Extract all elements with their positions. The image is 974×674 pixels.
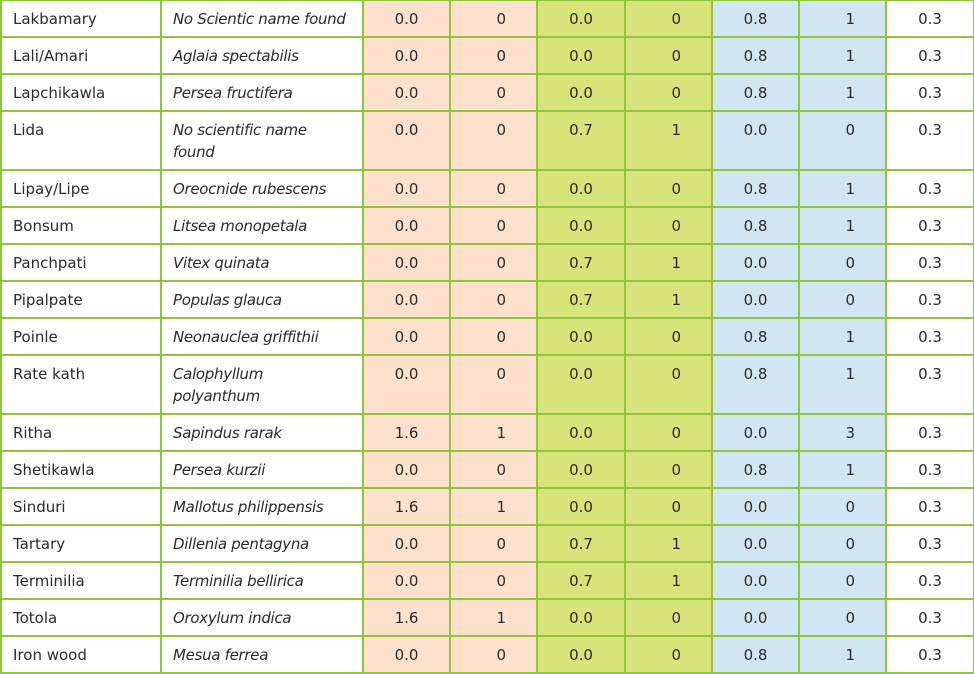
scientific-name-cell: Litsea monopetala	[161, 207, 363, 244]
group-b-count-cell: 0	[625, 37, 712, 74]
group-c-value-cell: 0.8	[712, 170, 799, 207]
group-a-value-cell: 0.0	[363, 207, 450, 244]
group-c-count-cell: 1	[799, 74, 886, 111]
group-c-value-cell: 0.0	[712, 414, 799, 451]
scientific-name-cell: Populas glauca	[161, 281, 363, 318]
group-b-count-cell: 0	[625, 599, 712, 636]
group-a-value-cell: 0.0	[363, 562, 450, 599]
scientific-name-cell: Mesua ferrea	[161, 636, 363, 673]
scientific-name-cell: Oroxylum indica	[161, 599, 363, 636]
group-b-value-cell: 0.0	[537, 170, 625, 207]
group-d-value-cell: 0.3	[886, 74, 974, 111]
group-a-value-cell: 0.0	[363, 525, 450, 562]
scientific-name-cell: Mallotus philippensis	[161, 488, 363, 525]
local-name-cell: Iron wood	[1, 636, 161, 673]
scientific-name-cell: Vitex quinata	[161, 244, 363, 281]
group-b-value-cell: 0.0	[537, 599, 625, 636]
group-b-value-cell: 0.0	[537, 207, 625, 244]
scientific-name-cell: Oreocnide rubescens	[161, 170, 363, 207]
scientific-name-cell: No scientific name found	[161, 111, 363, 170]
group-a-count-cell: 0	[450, 281, 537, 318]
table-row	[1, 451, 974, 488]
group-a-count-cell: 0	[450, 355, 537, 414]
group-b-value-cell: 0.0	[537, 318, 625, 355]
group-a-count-cell: 0	[450, 318, 537, 355]
group-c-value-cell: 0.0	[712, 111, 799, 170]
group-c-count-cell: 0	[799, 599, 886, 636]
group-a-value-cell: 0.0	[363, 74, 450, 111]
group-b-count-cell: 0	[625, 318, 712, 355]
group-c-value-cell: 0.8	[712, 0, 799, 37]
group-a-count-cell: 0	[450, 525, 537, 562]
group-b-count-cell: 1	[625, 111, 712, 170]
group-b-value-cell: 0.7	[537, 525, 625, 562]
group-c-value-cell: 0.8	[712, 207, 799, 244]
table-row	[1, 170, 974, 207]
table-row	[1, 207, 974, 244]
local-name-cell: Ritha	[1, 414, 161, 451]
group-a-count-cell: 0	[450, 0, 537, 37]
table-row	[1, 281, 974, 318]
group-a-value-cell: 0.0	[363, 355, 450, 414]
group-b-count-cell: 1	[625, 525, 712, 562]
group-c-count-cell: 1	[799, 636, 886, 673]
table-row	[1, 636, 974, 673]
group-a-value-cell: 0.0	[363, 451, 450, 488]
local-name-cell: Lali/Amari	[1, 37, 161, 74]
group-c-count-cell: 1	[799, 37, 886, 74]
local-name-cell: Terminilia	[1, 562, 161, 599]
group-c-value-cell: 0.8	[712, 636, 799, 673]
group-b-value-cell: 0.7	[537, 244, 625, 281]
local-name-cell: Panchpati	[1, 244, 161, 281]
group-d-value-cell: 0.3	[886, 636, 974, 673]
group-c-count-cell: 3	[799, 414, 886, 451]
local-name-cell: Totola	[1, 599, 161, 636]
group-a-value-cell: 1.6	[363, 488, 450, 525]
group-c-value-cell: 0.8	[712, 451, 799, 488]
table-row	[1, 74, 974, 111]
table-row	[1, 525, 974, 562]
group-d-value-cell: 0.3	[886, 111, 974, 170]
group-d-value-cell: 0.3	[886, 170, 974, 207]
group-b-value-cell: 0.7	[537, 562, 625, 599]
local-name-cell: Lakbamary	[1, 0, 161, 37]
group-d-value-cell: 0.3	[886, 525, 974, 562]
local-name-cell: Bonsum	[1, 207, 161, 244]
group-b-count-cell: 0	[625, 170, 712, 207]
group-a-value-cell: 0.0	[363, 170, 450, 207]
group-b-count-cell: 1	[625, 281, 712, 318]
group-c-value-cell: 0.0	[712, 525, 799, 562]
local-name-cell: Pipalpate	[1, 281, 161, 318]
local-name-cell: Rate kath	[1, 355, 161, 414]
group-d-value-cell: 0.3	[886, 281, 974, 318]
group-c-value-cell: 0.8	[712, 74, 799, 111]
scientific-name-part: polyanthum	[173, 387, 260, 405]
group-b-count-cell: 0	[625, 451, 712, 488]
group-c-count-cell: 0	[799, 244, 886, 281]
group-a-value-cell: 0.0	[363, 244, 450, 281]
scientific-name-cell: Aglaia spectabilis	[161, 37, 363, 74]
group-a-value-cell: 0.0	[363, 636, 450, 673]
group-b-count-cell: 0	[625, 355, 712, 414]
table-row	[1, 0, 974, 37]
group-c-count-cell: 1	[799, 355, 886, 414]
group-a-count-cell: 0	[450, 37, 537, 74]
group-b-count-cell: 0	[625, 207, 712, 244]
group-d-value-cell: 0.3	[886, 355, 974, 414]
table-row	[1, 244, 974, 281]
table-row	[1, 37, 974, 74]
group-a-count-cell: 0	[450, 636, 537, 673]
group-c-count-cell: 0	[799, 281, 886, 318]
local-name-cell: Poinle	[1, 318, 161, 355]
group-d-value-cell: 0.3	[886, 414, 974, 451]
table-row	[1, 318, 974, 355]
group-a-value-cell: 0.0	[363, 0, 450, 37]
local-name-cell: Shetikawla	[1, 451, 161, 488]
group-a-value-cell: 1.6	[363, 414, 450, 451]
group-d-value-cell: 0.3	[886, 0, 974, 37]
scientific-name-cell: Persea kurzii	[161, 451, 363, 488]
local-name-cell: Lipay/Lipe	[1, 170, 161, 207]
group-b-value-cell: 0.0	[537, 488, 625, 525]
group-d-value-cell: 0.3	[886, 451, 974, 488]
group-c-count-cell: 0	[799, 562, 886, 599]
group-c-count-cell: 1	[799, 170, 886, 207]
group-c-count-cell: 1	[799, 318, 886, 355]
group-c-count-cell: 0	[799, 488, 886, 525]
group-a-value-cell: 0.0	[363, 111, 450, 170]
group-a-count-cell: 1	[450, 414, 537, 451]
group-c-count-cell: 1	[799, 207, 886, 244]
group-c-value-cell: 0.0	[712, 562, 799, 599]
group-b-count-cell: 1	[625, 562, 712, 599]
group-b-count-cell: 0	[625, 0, 712, 37]
group-b-count-cell: 0	[625, 414, 712, 451]
group-b-value-cell: 0.0	[537, 37, 625, 74]
group-c-value-cell: 0.8	[712, 318, 799, 355]
group-a-count-cell: 0	[450, 111, 537, 170]
scientific-name-cell: Neonauclea griffithii	[161, 318, 363, 355]
group-b-value-cell: 0.7	[537, 111, 625, 170]
group-b-count-cell: 0	[625, 488, 712, 525]
group-c-value-cell: 0.8	[712, 355, 799, 414]
group-a-count-cell: 1	[450, 488, 537, 525]
group-a-count-cell: 1	[450, 599, 537, 636]
group-d-value-cell: 0.3	[886, 488, 974, 525]
scientific-name-cell	[161, 355, 363, 414]
group-b-value-cell: 0.7	[537, 281, 625, 318]
group-a-count-cell: 0	[450, 170, 537, 207]
group-d-value-cell: 0.3	[886, 37, 974, 74]
group-d-value-cell: 0.3	[886, 599, 974, 636]
table-row	[1, 355, 974, 414]
table-row	[1, 562, 974, 599]
group-b-count-cell: 0	[625, 74, 712, 111]
local-name-cell: Tartary	[1, 525, 161, 562]
scientific-name-cell: Persea fructifera	[161, 74, 363, 111]
table-row	[1, 111, 974, 170]
group-d-value-cell: 0.3	[886, 562, 974, 599]
group-d-value-cell: 0.3	[886, 207, 974, 244]
scientific-name-cell: No Scientic name found	[161, 0, 363, 37]
group-c-count-cell: 0	[799, 525, 886, 562]
group-d-value-cell: 0.3	[886, 318, 974, 355]
group-c-value-cell: 0.0	[712, 599, 799, 636]
scientific-name-cell: Terminilia bellirica	[161, 562, 363, 599]
group-c-value-cell: 0.0	[712, 488, 799, 525]
group-b-value-cell: 0.0	[537, 0, 625, 37]
group-c-value-cell: 0.0	[712, 244, 799, 281]
group-c-value-cell: 0.0	[712, 281, 799, 318]
group-c-value-cell: 0.8	[712, 37, 799, 74]
local-name-cell: Lapchikawla	[1, 74, 161, 111]
group-b-value-cell: 0.0	[537, 414, 625, 451]
group-a-value-cell: 0.0	[363, 281, 450, 318]
group-c-count-cell: 1	[799, 0, 886, 37]
group-a-count-cell: 0	[450, 207, 537, 244]
group-a-value-cell: 1.6	[363, 599, 450, 636]
group-b-count-cell: 0	[625, 636, 712, 673]
table-row	[1, 488, 974, 525]
scientific-name-cell: Sapindus rarak	[161, 414, 363, 451]
group-a-value-cell: 0.0	[363, 37, 450, 74]
scientific-name-cell: Dillenia pentagyna	[161, 525, 363, 562]
local-name-cell: Sinduri	[1, 488, 161, 525]
group-b-value-cell: 0.0	[537, 74, 625, 111]
group-c-count-cell: 1	[799, 451, 886, 488]
group-a-value-cell: 0.0	[363, 318, 450, 355]
group-a-count-cell: 0	[450, 562, 537, 599]
group-a-count-cell: 0	[450, 244, 537, 281]
group-a-count-cell: 0	[450, 74, 537, 111]
local-name-cell: Lida	[1, 111, 161, 170]
group-b-value-cell: 0.0	[537, 355, 625, 414]
table-row	[1, 599, 974, 636]
table-body	[1, 0, 974, 673]
group-b-value-cell: 0.0	[537, 636, 625, 673]
table-row	[1, 414, 974, 451]
group-a-count-cell: 0	[450, 451, 537, 488]
group-c-count-cell: 0	[799, 111, 886, 170]
group-d-value-cell: 0.3	[886, 244, 974, 281]
group-b-count-cell: 1	[625, 244, 712, 281]
group-b-value-cell: 0.0	[537, 451, 625, 488]
scientific-name-part: Calophyllum	[173, 365, 264, 383]
